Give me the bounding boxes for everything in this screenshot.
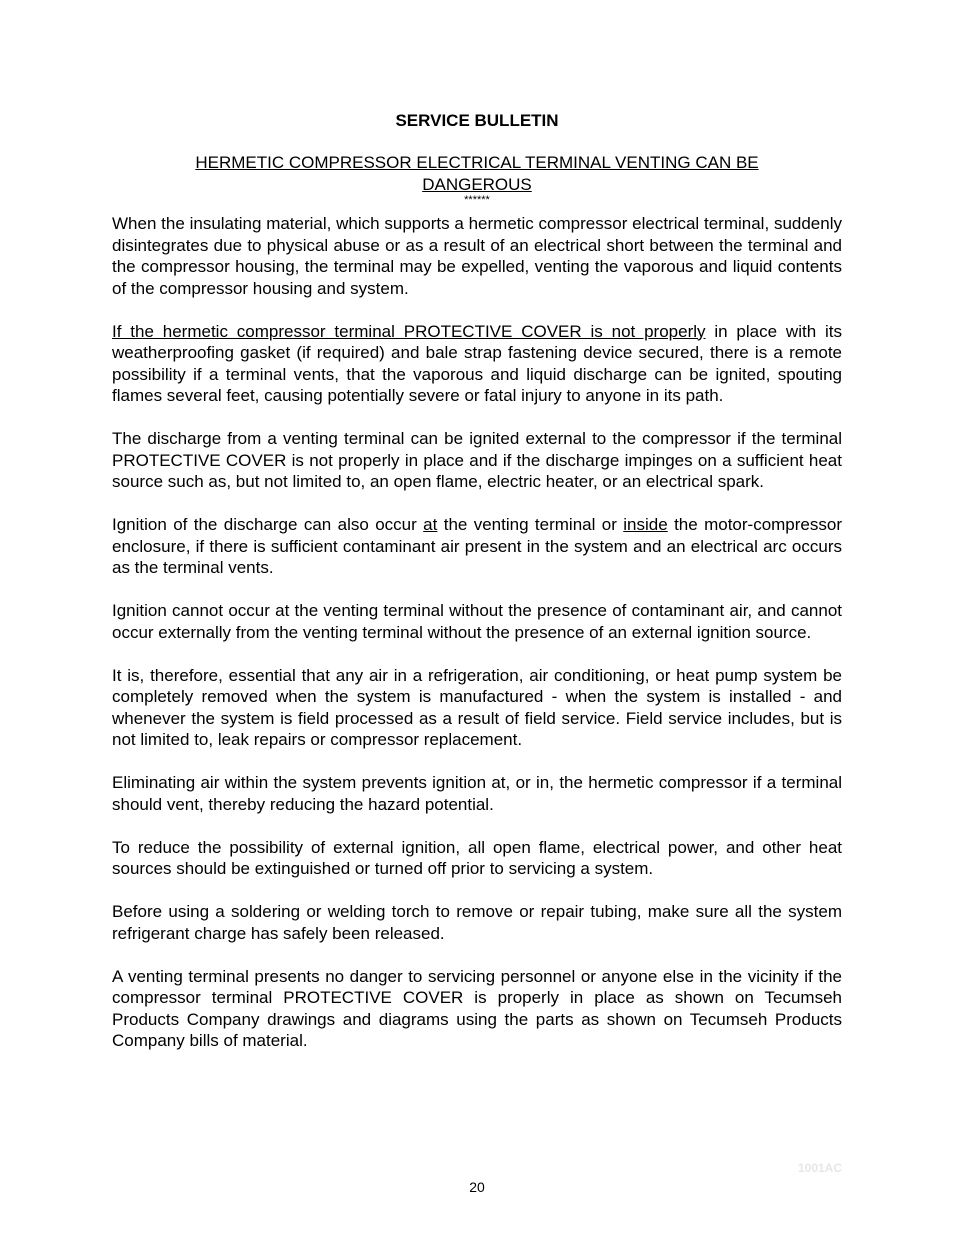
document-page <box>112 110 842 1073</box>
paragraph-2-rest: in place with its weatherproofing gasket (if required) and bale strap fastening device secured, there is a remote possibility if a terminal vents, that the vaporous and liquid discharge can be ignited, spouting flames several feet, causing potentially severe or fatal injury to anyone in its path. <box>112 321 842 405</box>
paragraph-6: It is, therefore, essential that any air in a refrigeration, air conditioning, or heat pump system be completely removed when the system is manufactured - when the system is installed - and whenever the system is field processed as a result of field service. Field service includes, but is not limited to, leak repairs or compressor replacement. <box>112 665 842 749</box>
paragraph-2-underlined: If the hermetic compressor terminal PROTECTIVE COVER is not properly <box>112 321 706 341</box>
paragraph-5: Ignition cannot occur at the venting terminal without the presence of contaminant air, and cannot occur externally from the venting terminal without the presence of an external ignition source. <box>112 601 842 642</box>
paragraph-7: Eliminating air within the system prevents ignition at, or in, the hermetic compressor if a terminal should vent, thereby reducing the hazard potential. <box>112 773 842 814</box>
separator: ****** <box>464 194 490 206</box>
paragraph-4-underline-at: at <box>423 515 438 534</box>
paragraph-4 <box>112 514 842 579</box>
paragraph-2 <box>112 321 842 407</box>
paragraph-4-underline-inside: inside <box>623 515 668 534</box>
paragraph-4-part-a: Ignition of the discharge can also occur <box>112 515 424 534</box>
page-subtitle <box>157 152 797 195</box>
document-code: 1001AC <box>797 1161 842 1175</box>
paragraph-4-part-c: the motor-compressor enclosure, if there is sufficient contaminant air present in the system and an electrical arc occurs as the terminal vents. <box>112 515 842 577</box>
paragraph-10: A venting terminal presents no danger to servicing personnel or anyone else in the vicinity if the compressor terminal PROTECTIVE COVER is properly in place as shown on Tecumseh Products Company drawings and diagrams using the parts as shown on Tecumseh Products Company bills of material. <box>112 966 842 1050</box>
paragraph-8: To reduce the possibility of external ignition, all open flame, electrical power, and other heat sources should be extinguished or turned off prior to servicing a system. <box>112 837 842 878</box>
subtitle-text: HERMETIC COMPRESSOR ELECTRICAL TERMINAL VENTING CAN BE DANGEROUS <box>195 153 759 194</box>
paragraph-4-part-b: the venting terminal or <box>437 515 624 534</box>
page-title: SERVICE BULLETIN <box>395 111 559 130</box>
paragraph-3: The discharge from a venting terminal can be ignited external to the compressor if the terminal PROTECTIVE COVER is not properly in place and if the discharge impinges on a sufficient heat source such as, but not limited to, an open flame, electric heater, or an electrical spark. <box>112 429 842 491</box>
paragraph-1: When the insulating material, which supports a hermetic compressor electrical terminal, suddenly disintegrates due to physical abuse or as a result of an electrical short between the terminal and the compressor housing, the terminal may be expelled, venting the vaporous and liquid contents of the compressor housing and system. <box>112 214 842 298</box>
page-number: 20 <box>469 1179 485 1195</box>
paragraph-9: Before using a soldering or welding torch to remove or repair tubing, make sure all the system refrigerant charge has safely been released. <box>112 902 842 943</box>
